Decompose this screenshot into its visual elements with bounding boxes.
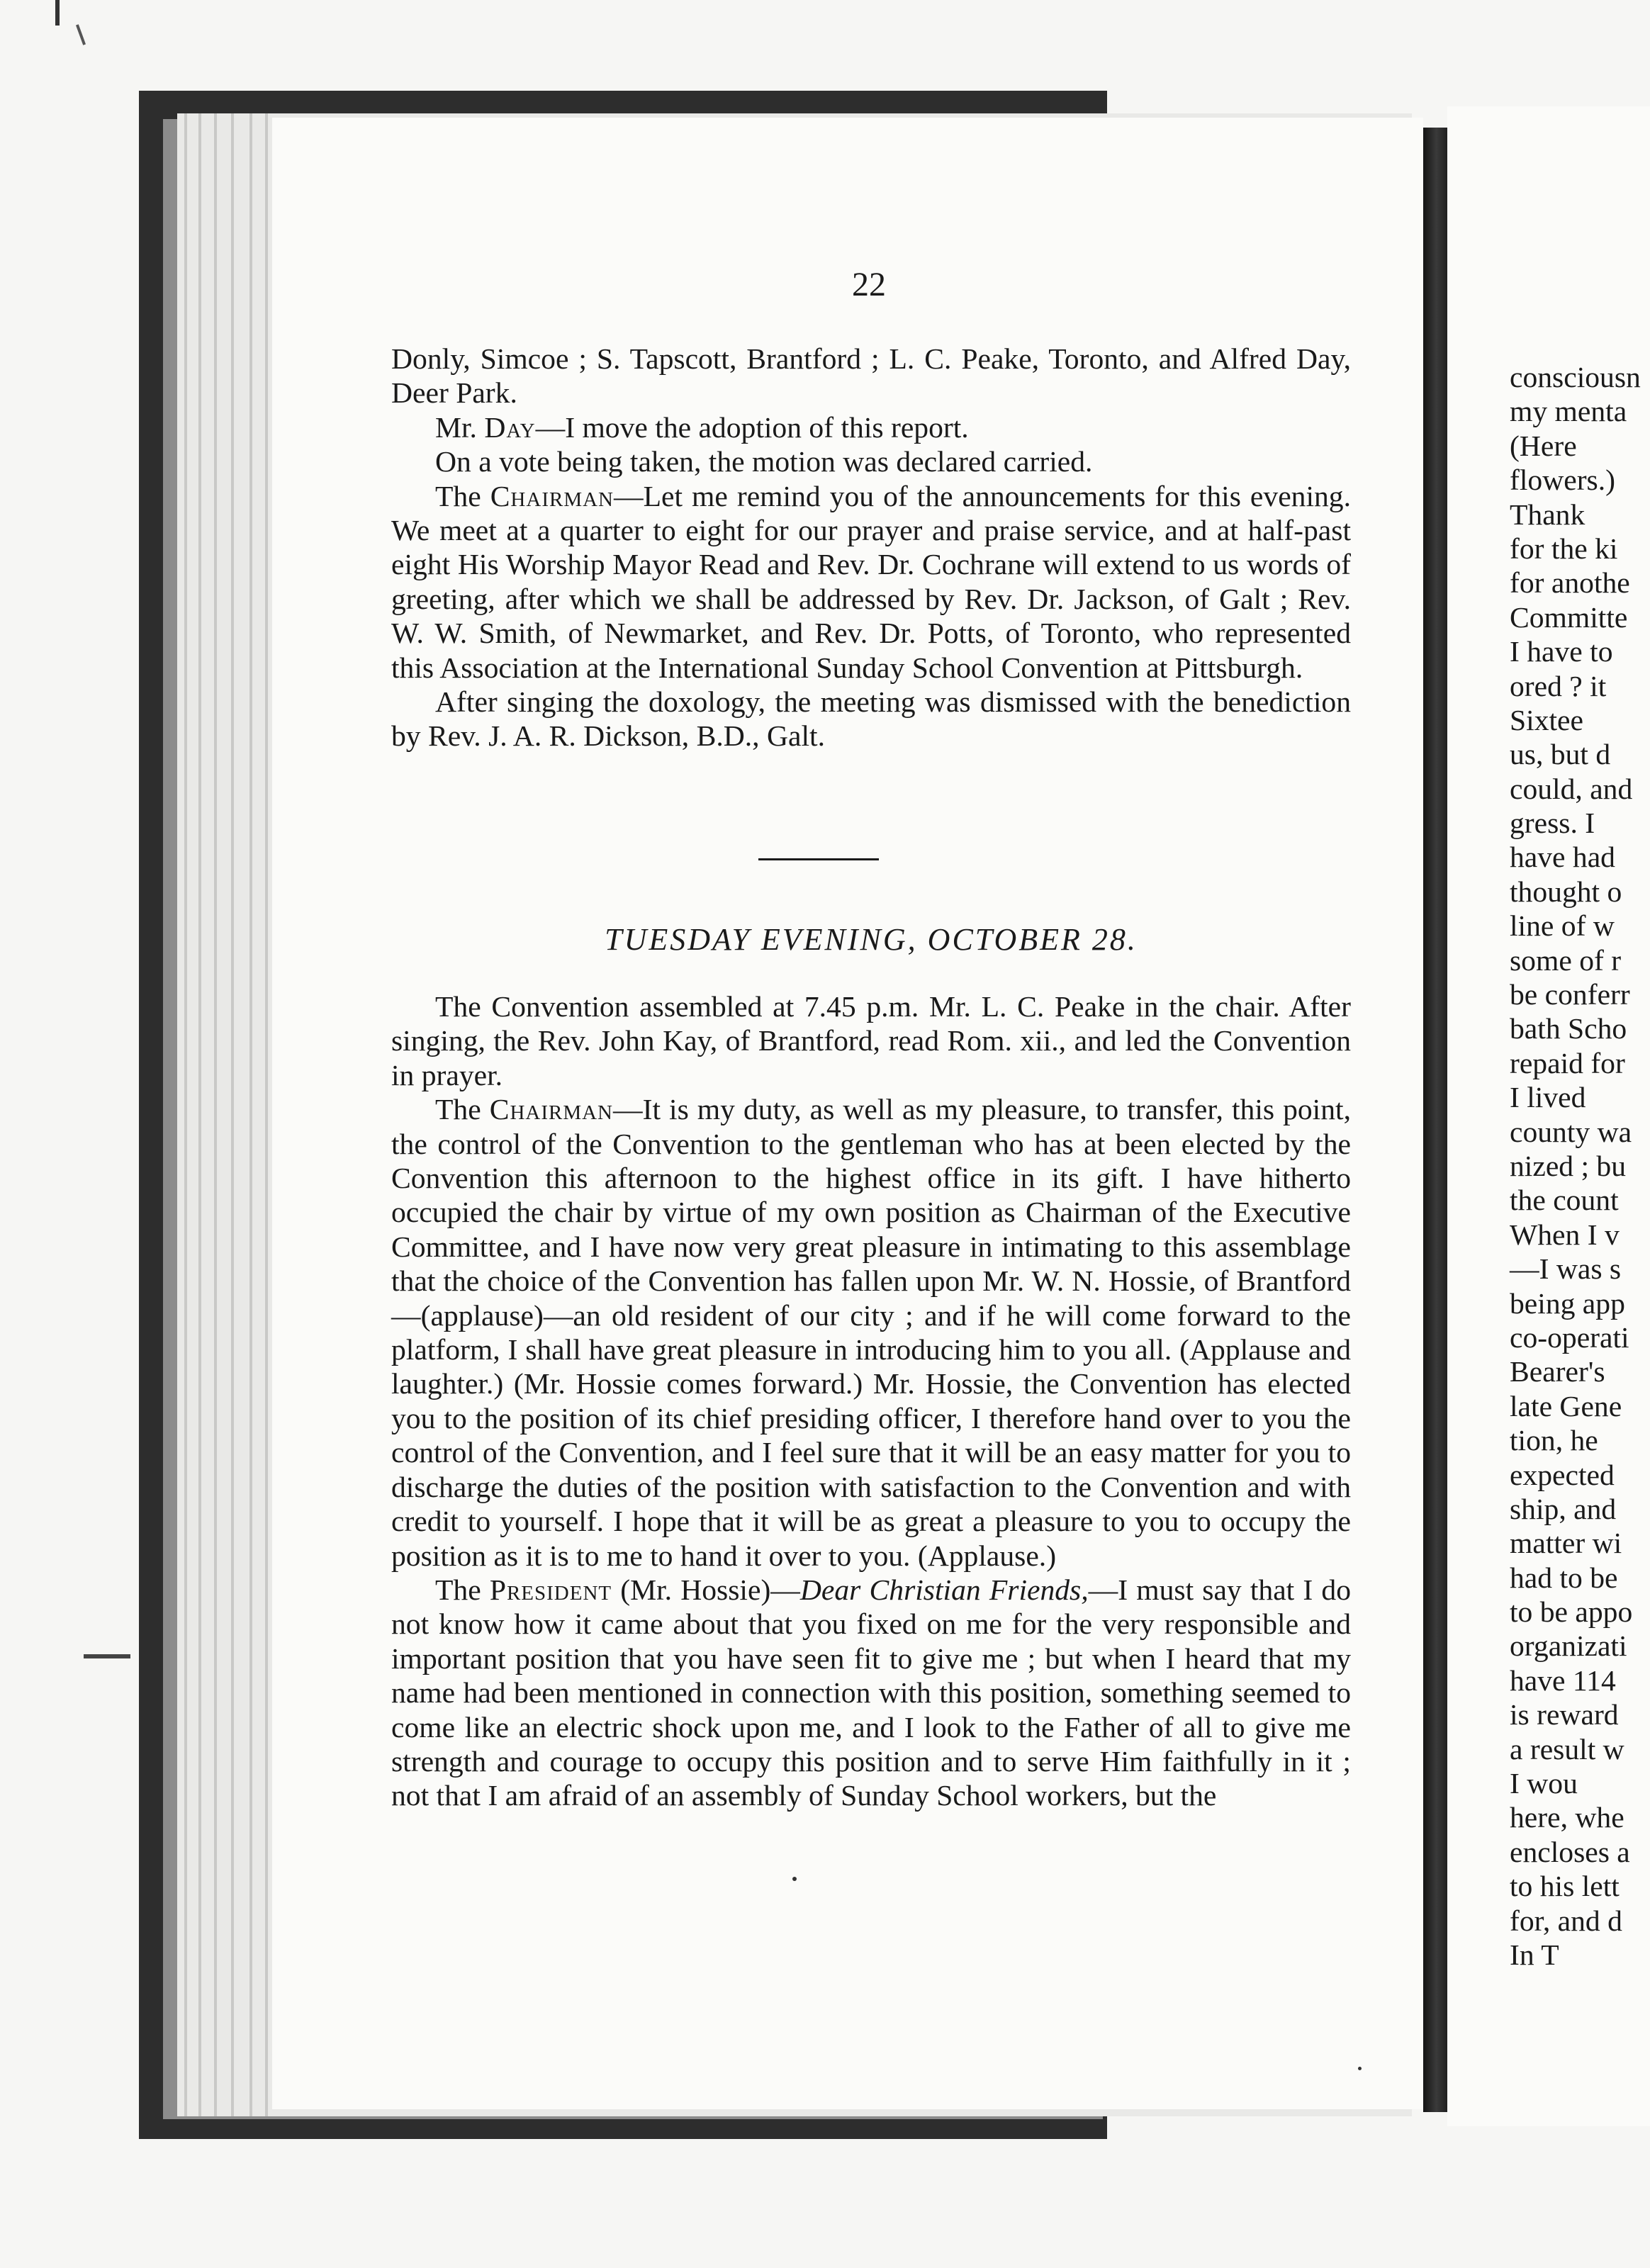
right-page-line: line of w [1510,909,1615,943]
right-page-line: I have to [1510,635,1613,668]
speaker-name: Chairman [490,479,614,512]
paragraph-text: After singing the doxology, the meeting was dismissed with the benediction by Rev. J. A. R. Dickson, B.D., Galt. [391,685,1351,753]
right-page-line: —I was s [1510,1252,1622,1286]
paragraph-text: —It is my duty, as well as my pleasure, to transfer, this point, the control of the Convention to the gentleman who has at been elected by the Convention this afternoon to the highest office in its gift. I have hitherto occupied the chair by virtue of my own position as Chairman of the Executive Committee, and I have now very great pleasure in intimating to this assemblage that the choice of the Convention has fallen upon Mr. W. N. Hossie, of Brantford—(applause)—an old resident of our city ; and if he will come forward to the platform, I shall have great pleasure in introducing him to you all. (Applause and laughter.) (Mr. Hossie comes forward.) Mr. Hossie, the Convention has elected you to the position of its chief presiding officer, I therefore hand over to you the control of the Convention, and I feel sure that it will be an easy matter for you to discharge the duties of the position with satisfaction to the Convention and with credit to yourself. I hope that it will be as great a pleasure to you to occupy the position as it is to me to hand it over to you. (Applause.) [391,1093,1351,1572]
paragraph-text: —I move the adoption of this report. [535,410,969,444]
right-page-line: organizati [1510,1629,1627,1663]
right-page-line: ship, and [1510,1492,1617,1525]
page-number: 22 [852,266,886,303]
right-page-line: to be appo [1510,1595,1633,1629]
corner-mark [76,24,86,45]
corner-mark [55,0,60,26]
paragraph-text: On a vote being taken, the motion was declared carried. [435,445,1093,478]
right-page-line: repaid for [1510,1046,1625,1079]
paragraph [391,989,1351,1092]
right-page-line: nized ; bu [1510,1149,1627,1182]
right-page-line: to his lett [1510,1870,1620,1903]
right-page-line: being app [1510,1286,1625,1320]
right-page-line: for anothe [1510,566,1630,600]
ink-dot [792,1877,797,1881]
paragraph-text: The [435,1573,490,1606]
right-page-line: thought o [1510,875,1622,908]
right-page-line: consciousn [1510,361,1641,393]
right-page-line: could, and [1510,772,1633,805]
right-page-line: us, but d [1510,738,1611,771]
right-page-line: expected [1510,1458,1615,1491]
right-page-line: flowers.) [1510,464,1615,497]
right-page-line: for, and d [1510,1904,1622,1937]
right-page-line: some of r [1510,943,1622,977]
right-page-line: county wa [1510,1115,1632,1148]
right-page-line: my menta [1510,395,1627,428]
right-page-line: for the ki [1510,532,1618,565]
book-spine [1423,128,1447,2112]
paragraph-text: The [435,479,490,512]
section-divider [758,858,879,860]
paragraph-text: The Convention assembled at 7.45 p.m. Mr. L. C. Peake in the chair. After singing, the Rev. John Kay, of Brantford, read Rom. xii., and led the Convention in prayer. [391,990,1351,1091]
right-page-line: (Here [1510,429,1577,462]
right-page-line: ored ? it [1510,669,1607,702]
speaker-name: President [489,1573,612,1606]
right-page-line: here, whe [1510,1801,1624,1834]
text-block-top [391,342,1351,753]
paragraph [391,1573,1351,1813]
right-page-line: have 114 [1510,1663,1616,1697]
right-page-line: I wou [1510,1767,1578,1800]
right-page-line: late Gene [1510,1389,1622,1422]
right-page-line: had to be [1510,1561,1618,1594]
right-page-line: Sixtee [1510,703,1583,736]
right-page-line: a result w [1510,1732,1624,1765]
text-block-bottom [391,989,1351,1813]
paragraph-text: —Let me remind you of the announcements for this evening. We meet at a quarter to eight for our prayer and praise service, and at half-past eight His Worship Mayor Read and Rev. Dr. Cochrane will extend to us words of greeting, after which we shall be addressed by Rev. Dr. Jackson, of Galt ; Rev. W. W. Smith, of Newmarket, and Rev. Dr. Potts, of Toronto, who represented this Association at the International Sunday School Convention at Pittsburgh. [391,479,1351,684]
paragraph-text: (Mr. Hossie)— [612,1573,800,1606]
section-heading: TUESDAY EVENING, OCTOBER 28. [605,922,1138,957]
paragraph [391,685,1351,753]
paragraph [391,342,1351,410]
right-page-line: Committe [1510,600,1628,634]
paragraph-text: Donly, Simcoe ; S. Tapscott, Brantford ; L. C. Peake, Toronto, and Alfred Day, Deer Park. [391,342,1351,410]
right-page-line: In T [1510,1938,1559,1971]
paragraph [391,1092,1351,1573]
paragraph [391,410,1351,444]
right-page-line: the count [1510,1184,1619,1217]
right-page-line: When I v [1510,1218,1620,1251]
speaker-name: Chairman [489,1093,614,1126]
right-page-line: be conferr [1510,978,1630,1011]
ink-dot [1358,2067,1362,2070]
right-page-line: is reward [1510,1698,1619,1731]
right-page-line: I lived [1510,1081,1586,1114]
right-page-text [1510,360,1650,1972]
margin-mark [84,1654,130,1658]
paragraph [391,444,1351,478]
right-page-line: matter wi [1510,1527,1622,1560]
paragraph-text: —I must say that I do not know how it came about that you fixed on me for the very responsible and important position that you have seen fit to give me ; but when I heard that my name had been mentioned in connection with this position, something seemed to come like an electric shock upon me, and I look to the Father of all to give me strength and courage to occupy this position and to serve Him faithfully in it ; not that I am afraid of an assembly of Sunday School workers, but the [391,1573,1351,1812]
right-page-line: encloses a [1510,1835,1630,1868]
right-page-line: bath Scho [1510,1012,1627,1045]
right-page-line: Bearer's [1510,1355,1605,1388]
emphasis-text: Dear Christian Friends, [799,1573,1089,1606]
right-page-line: Thank [1510,498,1586,531]
paragraph-text: Mr. [435,410,485,444]
right-page-line: co-operati [1510,1320,1629,1354]
speaker-name: Day [484,410,536,444]
right-page-line: tion, he [1510,1424,1598,1457]
right-page-line: have had [1510,841,1615,874]
paragraph-text: The [435,1093,490,1126]
paragraph [391,479,1351,685]
right-page [1447,106,1650,2126]
right-page-line: gress. I [1510,807,1595,840]
